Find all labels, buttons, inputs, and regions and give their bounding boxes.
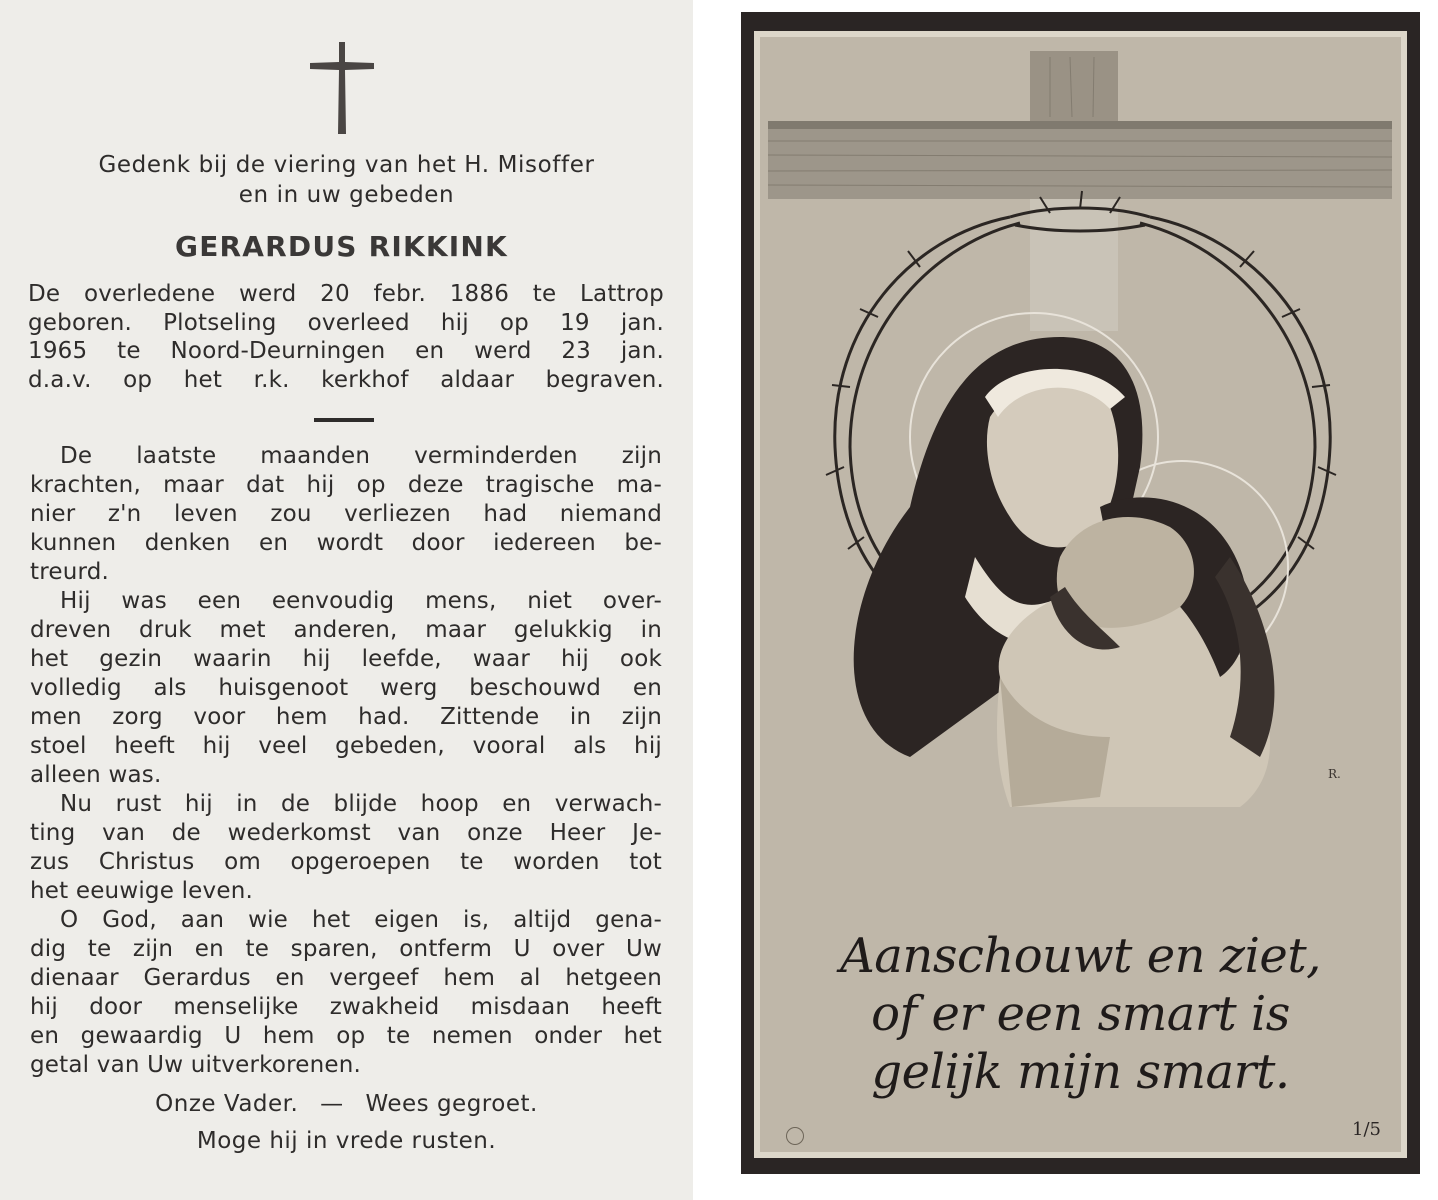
text-line: stoel heeft hij veel gebeden, vooral als hij [30,733,662,759]
quote-line: gelijk mijn smart. [871,1044,1290,1100]
biography [28,280,664,394]
quote-line: Aanschouwt en ziet, [840,928,1321,984]
text-line: alleen was. [30,762,162,788]
text-line: men zorg voor hem had. Zittende in zijn [30,704,662,730]
text-line: Nu rust hij in de blijde hoop en verwach- [60,791,662,817]
biography-line: 1965 te Noord-Deurningen en werd 23 jan. [28,338,664,364]
card-inner-border [754,31,1407,1158]
cross-icon [308,40,376,136]
closing-prayers [0,1086,693,1160]
text-line: hij door menselijke zwakheid misdaan heeft [30,994,662,1020]
final-line: Moge hij in vrede rusten. [196,1128,497,1154]
text-line: getal van Uw uitverkorenen. [30,1052,362,1078]
intro-line: en in uw gebeden [238,182,455,208]
divider [314,418,374,422]
text-line: het eeuwige leven. [30,878,253,904]
intro-line: Gedenk bij de viering van het H. Misoffer [98,152,595,178]
prayer-dash: — [320,1091,344,1117]
memorial-body [30,442,662,1080]
artist-signature: R. [1328,767,1341,781]
text-line: nier z'n leven zou verliezen had niemand [30,501,662,527]
text-line: krachten, maar dat hij op deze tragische ma- [30,472,662,498]
quote [760,927,1401,1101]
text-line: O God, aan wie het eigen is, altijd gena- [60,907,662,933]
copyright-icon [786,1127,804,1145]
prayer-hail-mary: Wees gegroet. [365,1091,538,1117]
text-line: kunnen denken en wordt door iedereen be- [30,530,662,556]
text-line: Hij was een eenvoudig mens, niet over- [60,588,662,614]
text-line: ting van de wederkomst van onze Heer Je- [30,820,662,846]
text-line: het gezin waarin hij leefde, waar hij ook [30,646,662,672]
text-line: en gewaardig U hem op te nemen onder het [30,1023,662,1049]
pieta-image-card [741,12,1420,1174]
text-line: volledig als huisgenoot werg beschouwd en [30,675,662,701]
biography-line: d.a.v. op het r.k. kerkhof aldaar begraven. [28,366,664,393]
memorial-text-card [0,0,693,1200]
deceased-name: GERARDUS RIKKINK [175,230,508,263]
text-line: dreven druk met anderen, maar gelukkig in [30,617,662,643]
prayer-line [0,1086,693,1123]
biography-line: geboren. Plotseling overleed hij op 19 jan. [28,309,664,336]
image-panel [760,37,1401,1152]
text-line: zus Christus om opgeroepen te worden tot [30,849,662,875]
text-line: dig te zijn en te sparen, ontferm U over Uw [30,936,662,962]
prayer-our-father: Onze Vader. [155,1091,299,1117]
intro-text [0,150,693,210]
quote-line: of er een smart is [871,986,1290,1042]
edition-number: 1/5 [1352,1119,1381,1140]
biography-line: De overledene werd 20 febr. 1886 te Lattrop [28,281,664,307]
text-line: De laatste maanden verminderden zijn [60,443,662,469]
text-line: dienaar Gerardus en vergeef hem al hetgeen [30,965,662,991]
text-line: treurd. [30,559,110,585]
